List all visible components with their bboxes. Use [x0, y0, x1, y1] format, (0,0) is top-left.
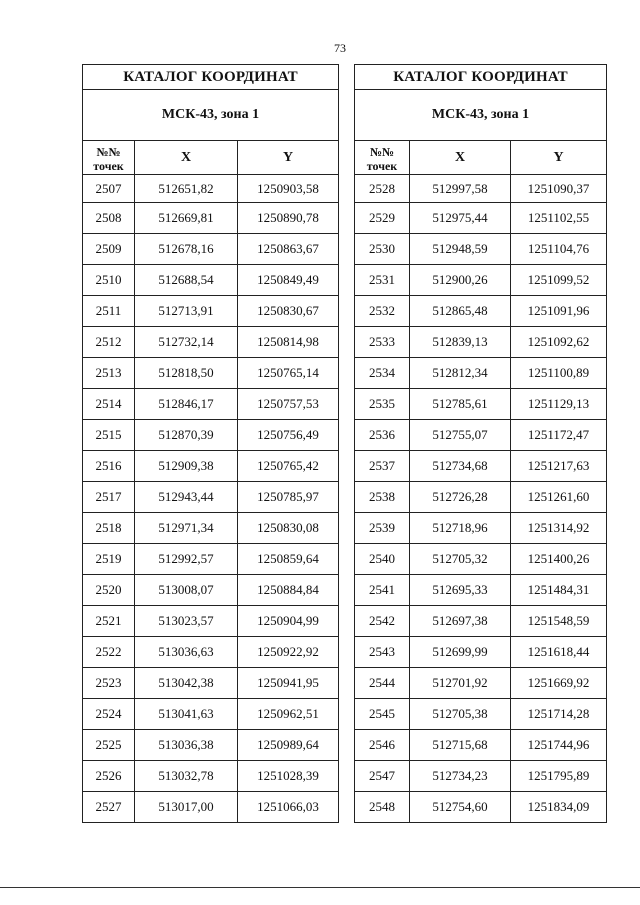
y-coordinate-cell: 1250941,95 — [238, 668, 339, 699]
table-row — [83, 575, 339, 606]
table-row — [355, 606, 607, 637]
y-coordinate-cell: 1251548,59 — [511, 606, 607, 637]
x-coordinate-cell: 512705,32 — [410, 544, 511, 575]
point-number-cell: 2537 — [355, 451, 410, 482]
table-row — [83, 482, 339, 513]
y-coordinate-cell: 1250904,99 — [238, 606, 339, 637]
x-coordinate-cell: 513036,63 — [135, 637, 238, 668]
table-row — [355, 544, 607, 575]
y-header: Y — [238, 141, 339, 175]
page-number: 73 — [334, 41, 346, 55]
table-row — [355, 668, 607, 699]
y-coordinate-cell: 1251104,76 — [511, 234, 607, 265]
y-coordinate-cell: 1250830,67 — [238, 296, 339, 327]
x-coordinate-cell: 512755,07 — [410, 420, 511, 451]
y-coordinate-cell: 1251744,96 — [511, 730, 607, 761]
x-coordinate-cell: 512734,23 — [410, 761, 511, 792]
point-number-cell: 2516 — [83, 451, 135, 482]
y-header: Y — [511, 141, 607, 175]
y-coordinate-cell: 1251314,92 — [511, 513, 607, 544]
point-number-cell: 2533 — [355, 327, 410, 358]
point-number-cell: 2534 — [355, 358, 410, 389]
x-coordinate-cell: 512732,14 — [135, 327, 238, 358]
y-coordinate-cell: 1251795,89 — [511, 761, 607, 792]
x-coordinate-cell: 512846,17 — [135, 389, 238, 420]
table-row — [83, 792, 339, 823]
coordinate-catalog-left — [82, 64, 339, 823]
x-coordinate-cell: 512870,39 — [135, 420, 238, 451]
table-row — [83, 699, 339, 730]
x-coordinate-cell: 512839,13 — [410, 327, 511, 358]
x-coordinate-cell: 512695,33 — [410, 575, 511, 606]
table-row — [355, 451, 607, 482]
y-coordinate-cell: 1250863,67 — [238, 234, 339, 265]
point-number-cell: 2528 — [355, 175, 410, 203]
x-coordinate-cell: 512697,38 — [410, 606, 511, 637]
point-number-cell: 2521 — [83, 606, 135, 637]
point-number-header-line2: точек — [93, 158, 124, 173]
point-number-cell: 2515 — [83, 420, 135, 451]
point-number-cell: 2511 — [83, 296, 135, 327]
x-coordinate-cell: 513036,38 — [135, 730, 238, 761]
x-header: X — [135, 141, 238, 175]
x-coordinate-cell: 513008,07 — [135, 575, 238, 606]
point-number-cell: 2529 — [355, 203, 410, 234]
x-coordinate-cell: 513032,78 — [135, 761, 238, 792]
table-row — [83, 327, 339, 358]
x-coordinate-cell: 512785,61 — [410, 389, 511, 420]
y-coordinate-cell: 1250765,42 — [238, 451, 339, 482]
table-row — [83, 203, 339, 234]
catalog-title: КАТАЛОГ КООРДИНАТ — [83, 65, 339, 90]
x-coordinate-cell: 513023,57 — [135, 606, 238, 637]
catalog-subtitle: МСК-43, зона 1 — [83, 90, 339, 141]
point-number-cell: 2520 — [83, 575, 135, 606]
point-number-cell: 2507 — [83, 175, 135, 203]
x-coordinate-cell: 512701,92 — [410, 668, 511, 699]
y-coordinate-cell: 1251834,09 — [511, 792, 607, 823]
y-coordinate-cell: 1251400,26 — [511, 544, 607, 575]
y-coordinate-cell: 1251099,52 — [511, 265, 607, 296]
table-row — [355, 730, 607, 761]
y-coordinate-cell: 1250903,58 — [238, 175, 339, 203]
table-row — [83, 296, 339, 327]
x-coordinate-cell: 512975,44 — [410, 203, 511, 234]
point-number-header-line1: №№ — [369, 144, 395, 159]
table-row — [355, 482, 607, 513]
point-number-cell: 2542 — [355, 606, 410, 637]
x-coordinate-cell: 512734,68 — [410, 451, 511, 482]
table-row — [355, 699, 607, 730]
table-row — [355, 389, 607, 420]
table-row — [83, 544, 339, 575]
x-coordinate-cell: 512754,60 — [410, 792, 511, 823]
y-coordinate-cell: 1250890,78 — [238, 203, 339, 234]
x-coordinate-cell: 512865,48 — [410, 296, 511, 327]
point-number-cell: 2508 — [83, 203, 135, 234]
table-row — [83, 420, 339, 451]
point-number-cell: 2510 — [83, 265, 135, 296]
table-row — [83, 668, 339, 699]
table-row — [83, 761, 339, 792]
table-row — [355, 234, 607, 265]
y-coordinate-cell: 1251092,62 — [511, 327, 607, 358]
point-number-cell: 2544 — [355, 668, 410, 699]
coordinate-catalog-right — [354, 64, 607, 823]
y-coordinate-cell: 1251129,13 — [511, 389, 607, 420]
x-coordinate-cell: 512713,91 — [135, 296, 238, 327]
x-coordinate-cell: 512726,28 — [410, 482, 511, 513]
x-coordinate-cell: 512900,26 — [410, 265, 511, 296]
y-coordinate-cell: 1250859,64 — [238, 544, 339, 575]
point-number-cell: 2538 — [355, 482, 410, 513]
y-coordinate-cell: 1251091,96 — [511, 296, 607, 327]
y-coordinate-cell: 1250756,49 — [238, 420, 339, 451]
y-coordinate-cell: 1251618,44 — [511, 637, 607, 668]
y-coordinate-cell: 1250989,64 — [238, 730, 339, 761]
x-coordinate-cell: 512715,68 — [410, 730, 511, 761]
x-coordinate-cell: 512688,54 — [135, 265, 238, 296]
table-row — [355, 203, 607, 234]
point-number-cell: 2546 — [355, 730, 410, 761]
y-coordinate-cell: 1250884,84 — [238, 575, 339, 606]
point-number-cell: 2545 — [355, 699, 410, 730]
catalog-subtitle: МСК-43, зона 1 — [355, 90, 607, 141]
x-coordinate-cell: 513017,00 — [135, 792, 238, 823]
point-number-cell: 2532 — [355, 296, 410, 327]
x-coordinate-cell: 512997,58 — [410, 175, 511, 203]
table-row — [83, 358, 339, 389]
table-row — [355, 296, 607, 327]
table-row — [355, 420, 607, 451]
x-header: X — [410, 141, 511, 175]
table-row — [83, 730, 339, 761]
y-coordinate-cell: 1250849,49 — [238, 265, 339, 296]
y-coordinate-cell: 1251066,03 — [238, 792, 339, 823]
y-coordinate-cell: 1251172,47 — [511, 420, 607, 451]
x-coordinate-cell: 512812,34 — [410, 358, 511, 389]
x-coordinate-cell: 512678,16 — [135, 234, 238, 265]
x-coordinate-cell: 512699,99 — [410, 637, 511, 668]
x-coordinate-cell: 512948,59 — [410, 234, 511, 265]
x-coordinate-cell: 512909,38 — [135, 451, 238, 482]
y-coordinate-cell: 1251090,37 — [511, 175, 607, 203]
point-number-cell: 2514 — [83, 389, 135, 420]
table-row — [83, 265, 339, 296]
point-number-header — [83, 141, 135, 175]
y-coordinate-cell: 1251714,28 — [511, 699, 607, 730]
x-coordinate-cell: 512992,57 — [135, 544, 238, 575]
point-number-cell: 2525 — [83, 730, 135, 761]
table-row — [83, 175, 339, 203]
table-row — [355, 513, 607, 544]
x-coordinate-cell: 513041,63 — [135, 699, 238, 730]
table-row — [83, 637, 339, 668]
y-coordinate-cell: 1251102,55 — [511, 203, 607, 234]
table-row — [83, 451, 339, 482]
point-number-cell: 2540 — [355, 544, 410, 575]
table-row — [355, 575, 607, 606]
point-number-cell: 2509 — [83, 234, 135, 265]
x-coordinate-cell: 512943,44 — [135, 482, 238, 513]
x-coordinate-cell: 512705,38 — [410, 699, 511, 730]
y-coordinate-cell: 1251261,60 — [511, 482, 607, 513]
point-number-cell: 2526 — [83, 761, 135, 792]
point-number-header — [355, 141, 410, 175]
x-coordinate-cell: 512718,96 — [410, 513, 511, 544]
table-row — [83, 389, 339, 420]
point-number-cell: 2539 — [355, 513, 410, 544]
point-number-cell: 2513 — [83, 358, 135, 389]
point-number-cell: 2519 — [83, 544, 135, 575]
table-row — [83, 606, 339, 637]
point-number-cell: 2518 — [83, 513, 135, 544]
table-row — [355, 792, 607, 823]
table-row — [83, 513, 339, 544]
table-row — [355, 265, 607, 296]
y-coordinate-cell: 1250757,53 — [238, 389, 339, 420]
y-coordinate-cell: 1250814,98 — [238, 327, 339, 358]
x-coordinate-cell: 512971,34 — [135, 513, 238, 544]
y-coordinate-cell: 1250765,14 — [238, 358, 339, 389]
point-number-cell: 2524 — [83, 699, 135, 730]
y-coordinate-cell: 1250922,92 — [238, 637, 339, 668]
y-coordinate-cell: 1251028,39 — [238, 761, 339, 792]
y-coordinate-cell: 1250830,08 — [238, 513, 339, 544]
y-coordinate-cell: 1251669,92 — [511, 668, 607, 699]
x-coordinate-cell: 512818,50 — [135, 358, 238, 389]
y-coordinate-cell: 1251484,31 — [511, 575, 607, 606]
table-row — [355, 358, 607, 389]
x-coordinate-cell: 513042,38 — [135, 668, 238, 699]
table-row — [355, 175, 607, 203]
point-number-header-line2: точек — [366, 158, 398, 173]
point-number-header-line1: №№ — [96, 144, 121, 159]
point-number-cell: 2523 — [83, 668, 135, 699]
table-row — [355, 761, 607, 792]
page-bottom-rule — [0, 887, 640, 888]
table-row — [83, 234, 339, 265]
point-number-cell: 2530 — [355, 234, 410, 265]
x-coordinate-cell: 512669,81 — [135, 203, 238, 234]
table-row — [355, 327, 607, 358]
table-row — [355, 637, 607, 668]
y-coordinate-cell: 1250962,51 — [238, 699, 339, 730]
y-coordinate-cell: 1250785,97 — [238, 482, 339, 513]
point-number-cell: 2527 — [83, 792, 135, 823]
y-coordinate-cell: 1251100,89 — [511, 358, 607, 389]
point-number-cell: 2522 — [83, 637, 135, 668]
point-number-cell: 2531 — [355, 265, 410, 296]
point-number-cell: 2547 — [355, 761, 410, 792]
point-number-cell: 2543 — [355, 637, 410, 668]
y-coordinate-cell: 1251217,63 — [511, 451, 607, 482]
point-number-cell: 2512 — [83, 327, 135, 358]
point-number-cell: 2548 — [355, 792, 410, 823]
point-number-cell: 2536 — [355, 420, 410, 451]
point-number-cell: 2517 — [83, 482, 135, 513]
x-coordinate-cell: 512651,82 — [135, 175, 238, 203]
point-number-cell: 2541 — [355, 575, 410, 606]
point-number-cell: 2535 — [355, 389, 410, 420]
catalog-title: КАТАЛОГ КООРДИНАТ — [355, 65, 607, 90]
